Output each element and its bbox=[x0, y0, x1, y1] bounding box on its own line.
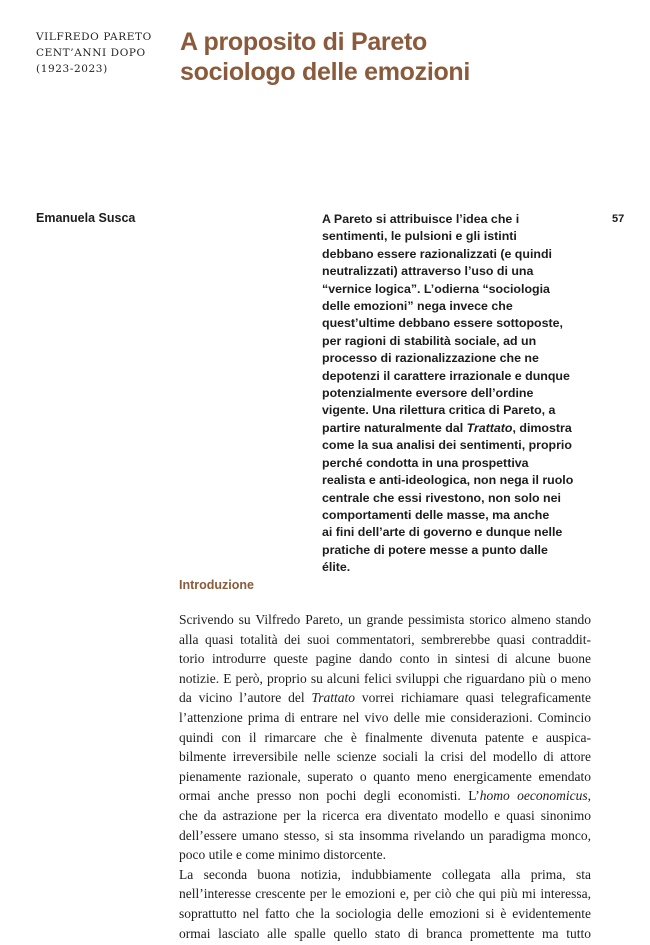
title-line: A proposito di Pareto bbox=[180, 28, 427, 56]
body-line: pienamente razionale, superato o quanto meno energicamente emendato bbox=[179, 768, 591, 784]
abstract-line: A Pareto si attribuisce l’idea che i bbox=[322, 212, 520, 226]
body-line: dell’essere umano stesso, si sta insomma rivelando un paradigma monco, bbox=[179, 827, 591, 843]
abstract-line: processo di razionalizzazione che ne bbox=[322, 351, 539, 366]
body-text-span: , bbox=[587, 788, 591, 804]
abstract-line: delle emozioni” nega invece che bbox=[322, 299, 513, 314]
abstract-line: come la sua analisi dei sentimenti, proprio bbox=[322, 438, 572, 453]
abstract-line: depotenzi il carattere irrazionale e dunque bbox=[322, 368, 570, 383]
author-name: Emanuela Susca bbox=[36, 211, 136, 225]
body-text-span: ormai anche presso non pochi degli economisti. L’ bbox=[179, 788, 480, 804]
body-text bbox=[179, 610, 591, 943]
term-italic: homo oeconomicus bbox=[479, 788, 588, 804]
body-line: che da astrazione per la ricerca era diventato modello e quasi sinonimo bbox=[179, 807, 591, 823]
body-line bbox=[179, 786, 591, 806]
series-years: (1923-2023) bbox=[36, 63, 108, 75]
body-line: alla quasi totalità dei suoi commentatori, sembrerebbe quasi contraddit- bbox=[179, 631, 591, 647]
article-title bbox=[180, 27, 620, 87]
body-line: nell’interesse crescente per le emozioni e, per ciò che qui più mi interessa, bbox=[179, 886, 591, 902]
abstract bbox=[322, 211, 612, 577]
body-line: La seconda buona notizia, indubbiamente collegata alla prima, sta bbox=[179, 866, 591, 882]
abstract-line: pratiche di potere messe a punto dalle bbox=[322, 542, 548, 557]
series-label bbox=[36, 29, 176, 77]
title-line: sociologo delle emozioni bbox=[180, 58, 471, 86]
abstract-line: quest’ultime debbano essere sottoposte, bbox=[322, 316, 563, 331]
abstract-line: perché condotta in una prospettiva bbox=[322, 455, 529, 470]
body-line bbox=[179, 688, 591, 708]
book-title-italic: Trattato bbox=[311, 690, 356, 706]
abstract-line: debbano essere razionalizzati (e quindi bbox=[322, 246, 552, 261]
body-line: soprattutto nel fatto che la sociologia delle emozioni si è evidentemente bbox=[179, 905, 591, 921]
body-line: quindi con il rimarcare che è finalmente divenuta patente e auspica- bbox=[179, 729, 591, 745]
series-line: VILFREDO PARETO bbox=[36, 31, 152, 43]
page-number: 57 bbox=[612, 213, 625, 225]
abstract-line: neutralizzati) attraverso l’uso di una bbox=[322, 264, 534, 279]
body-line: torio introdurre queste pagine dando conto in sintesi di alcune buone bbox=[179, 651, 591, 667]
body-line: l’attenzione prima di entrare nel vivo delle mie considerazioni. Comincio bbox=[179, 709, 591, 725]
body-line: bilmente irreversibile nelle scienze sociali la crisi del modello di attore bbox=[179, 749, 591, 765]
abstract-line: vigente. Una rilettura critica di Pareto, a bbox=[322, 403, 556, 418]
series-line: CENT’ANNI DOPO bbox=[36, 47, 146, 59]
body-line: poco utile e come minimo distorcente. bbox=[179, 847, 386, 863]
abstract-text: partire naturalmente dal bbox=[322, 420, 467, 435]
abstract-line: comportamenti delle masse, ma anche bbox=[322, 507, 550, 522]
abstract-text: , dimostra bbox=[512, 420, 572, 435]
body-line: ormai lasciato alle spalle quello stato di branca promettente ma tutto bbox=[179, 925, 591, 941]
body-text-span: da vicino l’autore del bbox=[179, 690, 312, 706]
abstract-line: sentimenti, le pulsioni e gli istinti bbox=[322, 229, 517, 244]
abstract-line: “vernice logica”. L’odierna “sociologia bbox=[322, 281, 550, 296]
abstract-line: per ragioni di stabilità sociale, ad un bbox=[322, 333, 537, 348]
abstract-line: potenzialmente eversore dell’ordine bbox=[322, 386, 534, 401]
body-line: notizie. E però, proprio su alcuni felici sviluppi che riguardano più o meno bbox=[179, 670, 591, 686]
body-line: Scrivendo su Vilfredo Pareto, un grande pessimista storico almeno stando bbox=[179, 612, 591, 627]
body-text-span: vorrei richiamare quasi telegraficamente bbox=[355, 690, 591, 706]
book-title-italic: Trattato bbox=[466, 420, 513, 435]
abstract-line: centrale che essi rivestono, non solo nei bbox=[322, 490, 561, 505]
abstract-line: ai fini dell’arte di governo e dunque nelle bbox=[322, 525, 563, 540]
abstract-line: élite. bbox=[322, 560, 351, 575]
section-heading: Introduzione bbox=[179, 578, 254, 592]
abstract-line bbox=[322, 420, 612, 437]
abstract-line: realista e anti-ideologica, non nega il ruolo bbox=[322, 473, 574, 488]
